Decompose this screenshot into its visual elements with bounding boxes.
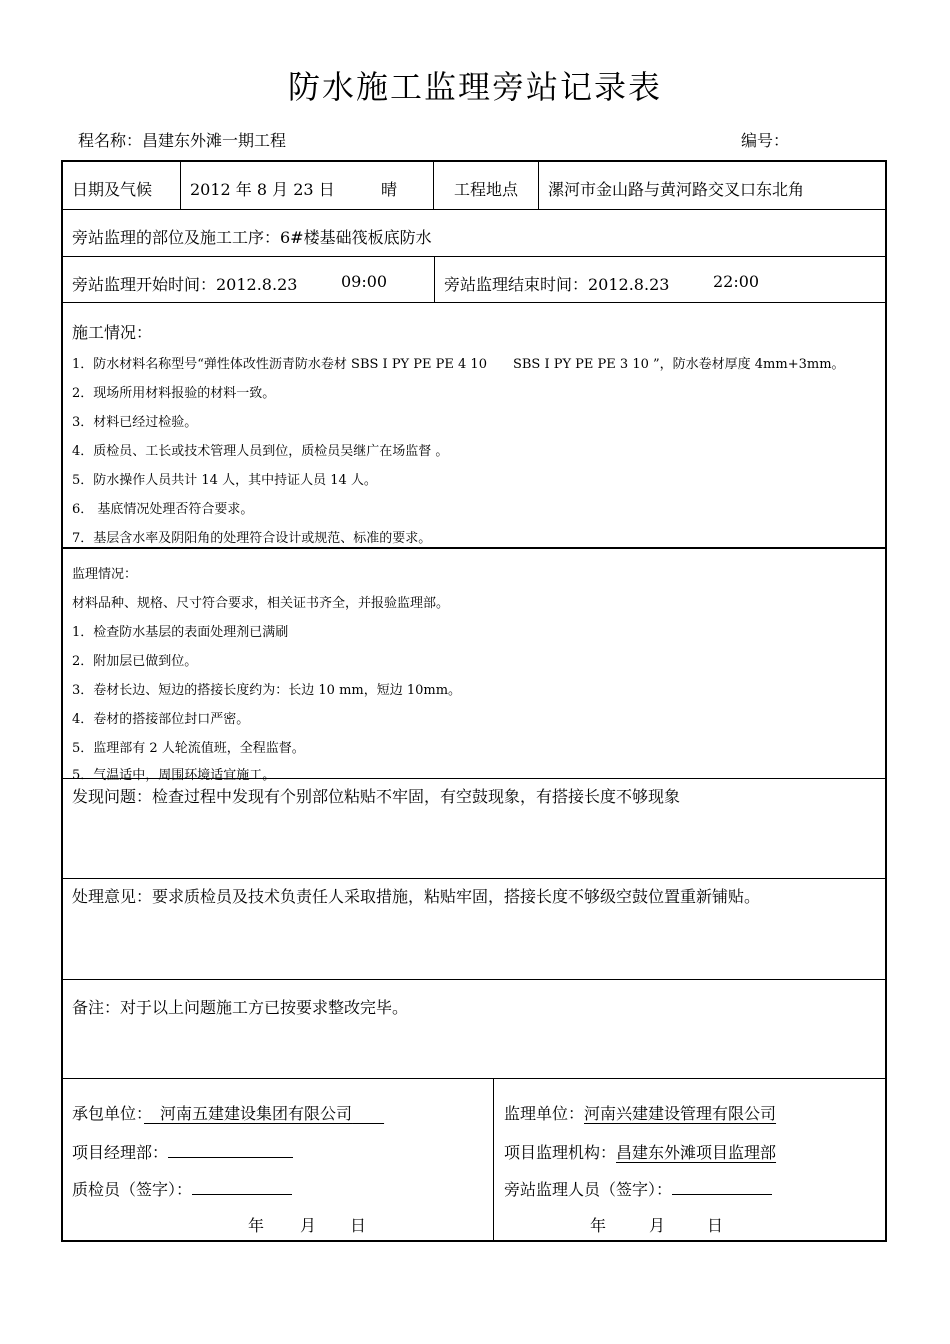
position-process: 旁站监理的部位及施工工序：6#楼基础筏板底防水	[72, 228, 432, 247]
construction-heading: 施工情况：	[72, 323, 153, 342]
row-divider	[63, 979, 885, 980]
col-divider	[433, 162, 434, 209]
construction-item: 2．现场所用材料报验的材料一致。	[72, 386, 276, 401]
supervision-item: 4．卷材的搭接部位封口严密。	[72, 712, 250, 727]
supervisor-signature-blank	[672, 1180, 772, 1195]
inspector-signature	[72, 1177, 292, 1200]
construction-item: 6． 基底情况处理否符合要求。	[72, 502, 254, 517]
location-value: 漯河市金山路与黄河路交叉口东北角	[548, 180, 805, 199]
supervision-org-value: 昌建东外滩项目监理部	[616, 1143, 777, 1162]
end-time-value: 22:00	[713, 272, 760, 291]
date-value: 2012 年 8 月 23 日	[190, 180, 335, 199]
document-title: 防水施工监理旁站记录表	[287, 68, 662, 106]
supervision-item: 5．气温适中，周围环境适宜施工。	[72, 768, 276, 783]
project-manager-blank	[168, 1143, 293, 1158]
contractor-unit-label: 承包单位：	[72, 1104, 145, 1123]
date-weather-label: 日期及气候	[72, 180, 153, 199]
construction-item: 7．基层含水率及阴阳角的处理符合设计或规范、标准的要求。	[72, 531, 432, 546]
supervisor-signature	[504, 1177, 772, 1200]
contractor-date-year: 年	[248, 1216, 265, 1235]
supervision-item: 1．检查防水基层的表面处理剂已满刷	[72, 625, 289, 640]
remark: 备注：对于以上问题施工方已按要求整改完毕。	[72, 998, 409, 1017]
record-form	[61, 160, 887, 1242]
contractor-date-day: 日	[350, 1216, 367, 1235]
inspector-signature-blank	[192, 1180, 292, 1195]
row-divider	[63, 209, 885, 210]
row-divider	[63, 256, 885, 257]
row-divider	[63, 547, 885, 549]
location-label: 工程地点	[454, 180, 519, 199]
supervision-item: 5．监理部有 2 人轮流值班，全程监督。	[72, 741, 305, 756]
col-divider	[434, 256, 435, 302]
supervision-org	[504, 1140, 776, 1163]
supervisor-unit-value: 河南兴建建设管理有限公司	[584, 1104, 777, 1123]
supervisor-date-month: 月	[649, 1216, 666, 1235]
supervision-org-label: 项目监理机构：	[504, 1143, 617, 1162]
construction-item: 1．防水材料名称型号“弹性体改性沥青防水卷材 SBS I PY PE PE 4 10 SBS I PY PE PE 3 10 ”，防水卷材厚度 4mm+3mm。	[72, 357, 845, 372]
supervisor-date-day: 日	[707, 1216, 724, 1235]
contractor-unit	[72, 1101, 384, 1124]
construction-item: 4．质检员、工长或技术管理人员到位，质检员吴继广在场监督 。	[72, 444, 449, 459]
supervision-heading: 监理情况：	[72, 567, 138, 582]
supervision-item: 材料品种、规格、尺寸符合要求，相关证书齐全，并报验监理部。	[72, 596, 450, 611]
supervisor-unit	[504, 1101, 776, 1124]
construction-item: 3．材料已经过检验。	[72, 415, 198, 430]
supervisor-person-label: 旁站监理人员（签字）：	[504, 1180, 673, 1199]
col-divider	[180, 162, 181, 209]
start-time-value: 09:00	[341, 272, 388, 291]
col-divider	[538, 162, 539, 209]
project-manager-label: 项目经理部：	[72, 1143, 169, 1162]
construction-item: 5．防水操作人员共计 14 人，其中持证人员 14 人。	[72, 473, 377, 488]
start-time-label: 旁站监理开始时间：2012.8.23	[72, 275, 298, 294]
supervision-item: 2．附加层已做到位。	[72, 654, 198, 669]
contractor-unit-value: 河南五建建设集团有限公司	[160, 1104, 353, 1123]
supervisor-unit-label: 监理单位：	[504, 1104, 585, 1123]
handling-opinion: 处理意见：要求质检员及技术负责任人采取措施，粘贴牢固，搭接长度不够级空鼓位置重新铺贴。	[72, 887, 761, 906]
col-divider	[493, 1078, 494, 1242]
document-number: 编号：	[741, 131, 790, 150]
end-time-label: 旁站监理结束时间：2012.8.23	[444, 275, 670, 294]
project-manager-dept	[72, 1140, 293, 1163]
row-divider	[63, 302, 885, 303]
supervisor-date-year: 年	[590, 1216, 607, 1235]
row-divider	[63, 878, 885, 879]
inspector-label: 质检员（签字）：	[72, 1180, 193, 1199]
project-name: 程名称：昌建东外滩一期工程	[78, 131, 287, 150]
contractor-date-month: 月	[300, 1216, 317, 1235]
supervision-item: 3．卷材长边、短边的搭接长度约为：长边 10 mm，短边 10mm。	[72, 683, 462, 698]
row-divider	[63, 1078, 885, 1079]
problem-found: 发现问题：检查过程中发现有个别部位粘贴不牢固，有空鼓现象，有搭接长度不够现象	[72, 787, 681, 806]
weather-value: 晴	[381, 180, 398, 199]
